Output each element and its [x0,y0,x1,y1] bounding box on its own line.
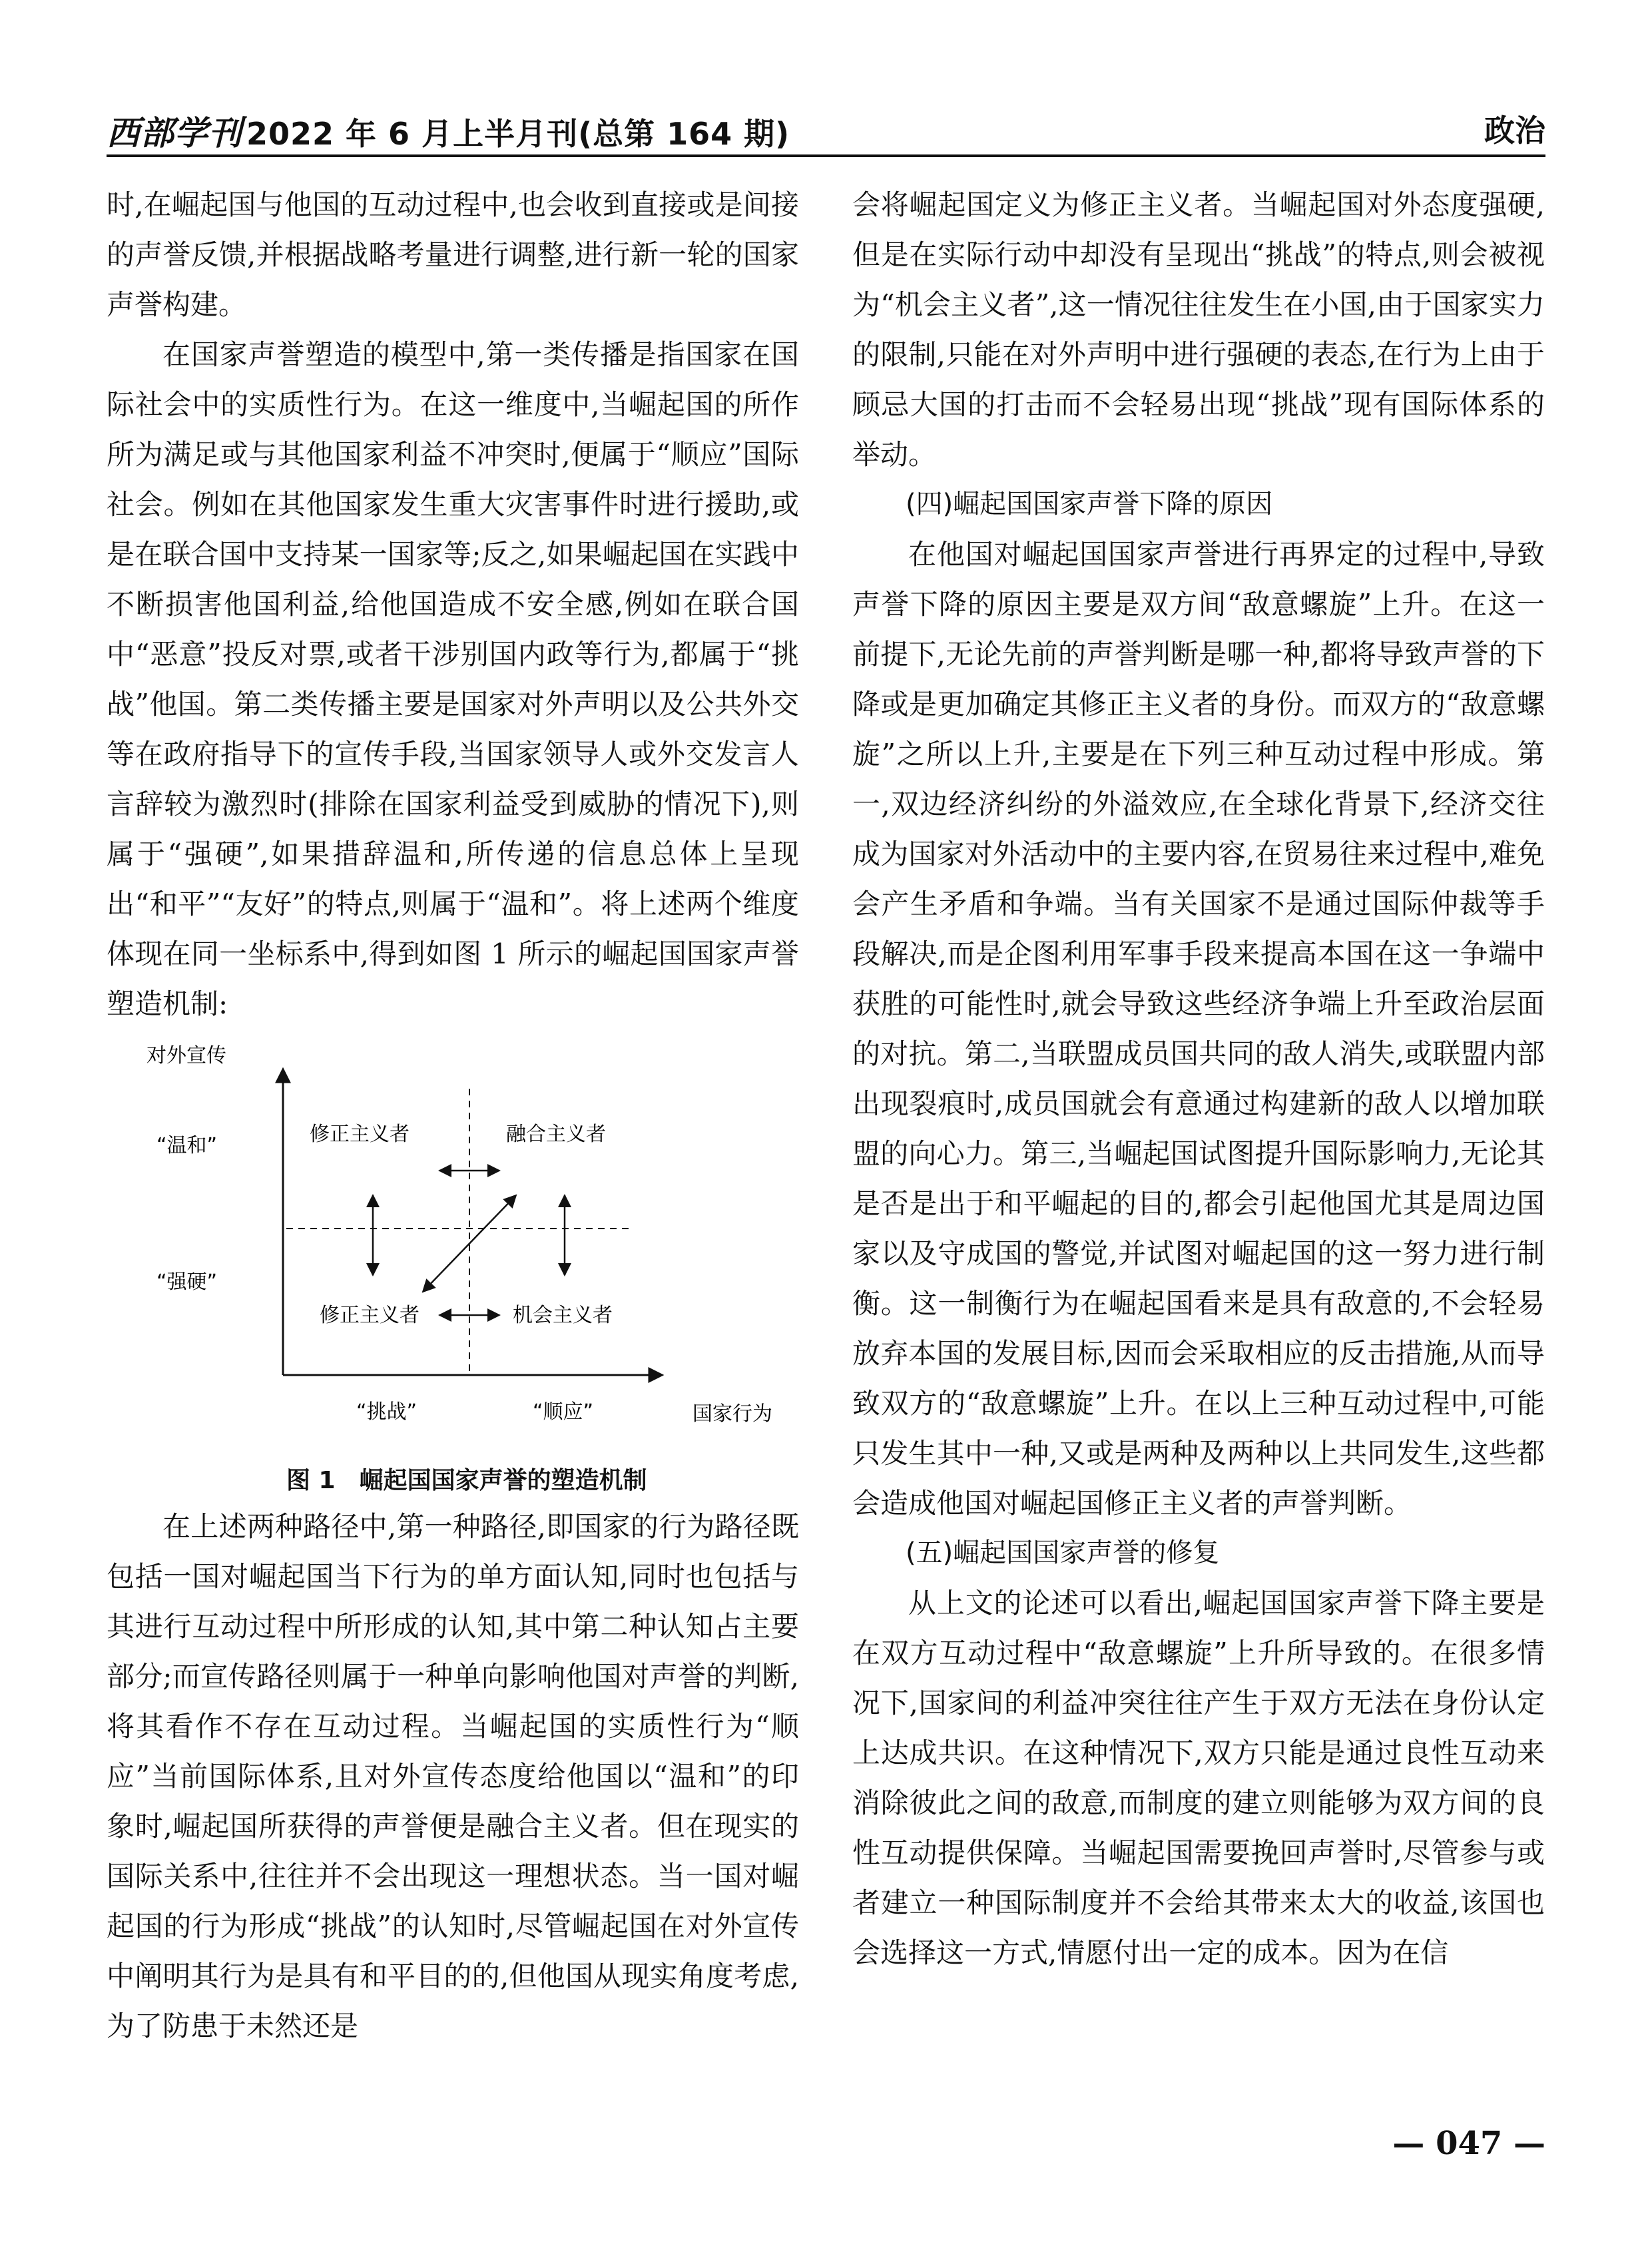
reputation-diagram [107,1035,799,1462]
x-axis-label: 国家行为 [692,1402,772,1426]
quadrant-bottom-left: 修正主义者 [320,1304,419,1327]
paragraph: 在他国对崛起国国家声誉进行再界定的过程中,导致声誉下降的原因主要是双方间“敌意螺旋”上升。在这一前提下,无论先前的声誉判断是哪一种,都将导致声誉的下降或是更加确定其修正主义者的身份。而双方的“敌意螺旋”之所以上升,主要是在下列三种互动过程中形成。第一,双边经济纠纷的外溢效应,在全球化背景下,经济交往成为国家对外活动中的主要内容,在贸易往来过程中,难免会产生矛盾和争端。当有关国家不是通过国际仲裁等手段解决,而是企图利用军事手段来提高本国在这一争端中获胜的可能性时,就会导致这些经济争端上升至政治层面的对抗。第二,当联盟成员国共同的敌人消失,或联盟内部出现裂痕时,成员国就会有意通过构建新的敌人以增加联盟的向心力。第三,当崛起国试图提升国际影响力,无论其是否是出于和平崛起的目的,都会引起他国尤其是周边国家以及守成国的警觉,并试图对崛起国的这一努力进行制衡。这一制衡行为在崛起国看来是具有敌意的,不会轻易放弃本国的发展目标,因而会采取相应的反击措施,从而导致双方的“敌意螺旋”上升。在以上三种互动过程中,可能只发生其中一种,又或是两种及两种以上共同发生,这些都会造成他国对崛起国修正主义者的声誉判断。 [852,538,1545,1520]
journal-logo: 西部学刊 [107,113,242,152]
paragraph: 从上文的论述可以看出,崛起国国家声誉下降主要是在双方互动过程中“敌意螺旋”上升所导致的。在很多情况下,国家间的利益冲突往往产生于双方无法在身份认定上达成共识。在这种情况下,双方只能是通过良性互动来消除彼此之间的敌意,而制度的建立则能够为双方间的良性互动提供保障。当崛起国需要挽回声誉时,尽管参与或者建立一种国际制度并不会给其带来太大的收益,该国也会选择这一方式,情愿付出一定的成本。因为在信 [852,1587,1545,1969]
quadrant-top-left: 修正主义者 [310,1123,410,1146]
y-label-bottom: “强硬” [156,1270,218,1294]
paragraph: 时,在崛起国与他国的互动过程中,也会收到直接或是间接的声誉反馈,并根据战略考量进行调整,进行新一轮的国家声誉构建。 [107,188,799,321]
y-label-top: “温和” [156,1134,218,1157]
issue-info: 2022 年 6 月上半月刊(总第 164 期) [246,116,790,152]
x-label-left: “挑战” [356,1400,417,1424]
page-header [107,100,1545,153]
section-heading: (五)崛起国国家声誉的修复 [906,1538,1220,1568]
paragraph: 在上述两种路径中,第一种路径,即国家的行为路径既包括一国对崛起国当下行为的单方面认知,同时也包括与其进行互动过程中所形成的认知,其中第二种认知占主要部分;而宣传路径则属于一种单向影响他国对声誉的判断,将其看作不存在互动过程。当崛起国的实质性行为“顺应”当前国际体系,且对外宣传态度给他国以“温和”的印象时,崛起国所获得的声誉便是融合主义者。但在现实的国际关系中,往往并不会出现这一理想状态。当一国对崛起国的行为形成“挑战”的认知时,尽管崛起国在对外宣传中阐明其行为是具有和平目的的,但他国从现实角度考虑,为了防患于未然还是 [107,1510,799,2042]
paragraph: 在国家声誉塑造的模型中,第一类传播是指国家在国际社会中的实质性行为。在这一维度中,当崛起国的所作所为满足或与其他国家利益不冲突时,便属于“顺应”国际社会。例如在其他国家发生重大灾害事件时进行援助,或是在联合国中支持某一国家等;反之,如果崛起国在实践中不断损害他国利益,给他国造成不安全感,例如在联合国中“恶意”投反对票,或者干涉别国内政等行为,都属于“挑战”他国。第二类传播主要是国家对外声明以及公共外交等在政府指导下的宣传手段,当国家领导人或外交发言人言辞较为激烈时(排除在国家利益受到威胁的情况下),则属于“强硬”,如果措辞温和,所传递的信息总体上呈现出“和平”“友好”的特点,则属于“温和”。将上述两个维度体现在同一坐标系中,得到如图 1 所示的崛起国国家声誉塑造机制: [107,338,799,1020]
left-column [107,180,799,2051]
figure-caption: 图 1 崛起国国家声誉的塑造机制 [286,1467,647,1494]
section-heading: (四)崛起国国家声誉下降的原因 [906,489,1273,519]
figure-1 [107,1035,799,1502]
journal-title [107,107,790,154]
quadrant-top-right: 融合主义者 [506,1123,606,1146]
paragraph: 会将崛起国定义为修正主义者。当崛起国对外态度强硬,但是在实际行动中却没有呈现出“挑战”的特点,则会被视为“机会主义者”,这一情况往往发生在小国,由于国家实力的限制,只能在对外声明中进行强硬的表态,在行为上由于顾忌大国的打击而不会轻易出现“挑战”现有国际体系的举动。 [852,188,1545,471]
right-column [852,180,1545,1978]
quadrant-bottom-right: 机会主义者 [513,1304,613,1327]
page-number: — 047 — [1392,2125,1545,2162]
section-name: 政治 [1484,113,1545,148]
header-rule [107,154,1545,157]
y-axis-label: 对外宣传 [146,1044,226,1067]
x-label-right: “顺应” [533,1400,594,1424]
